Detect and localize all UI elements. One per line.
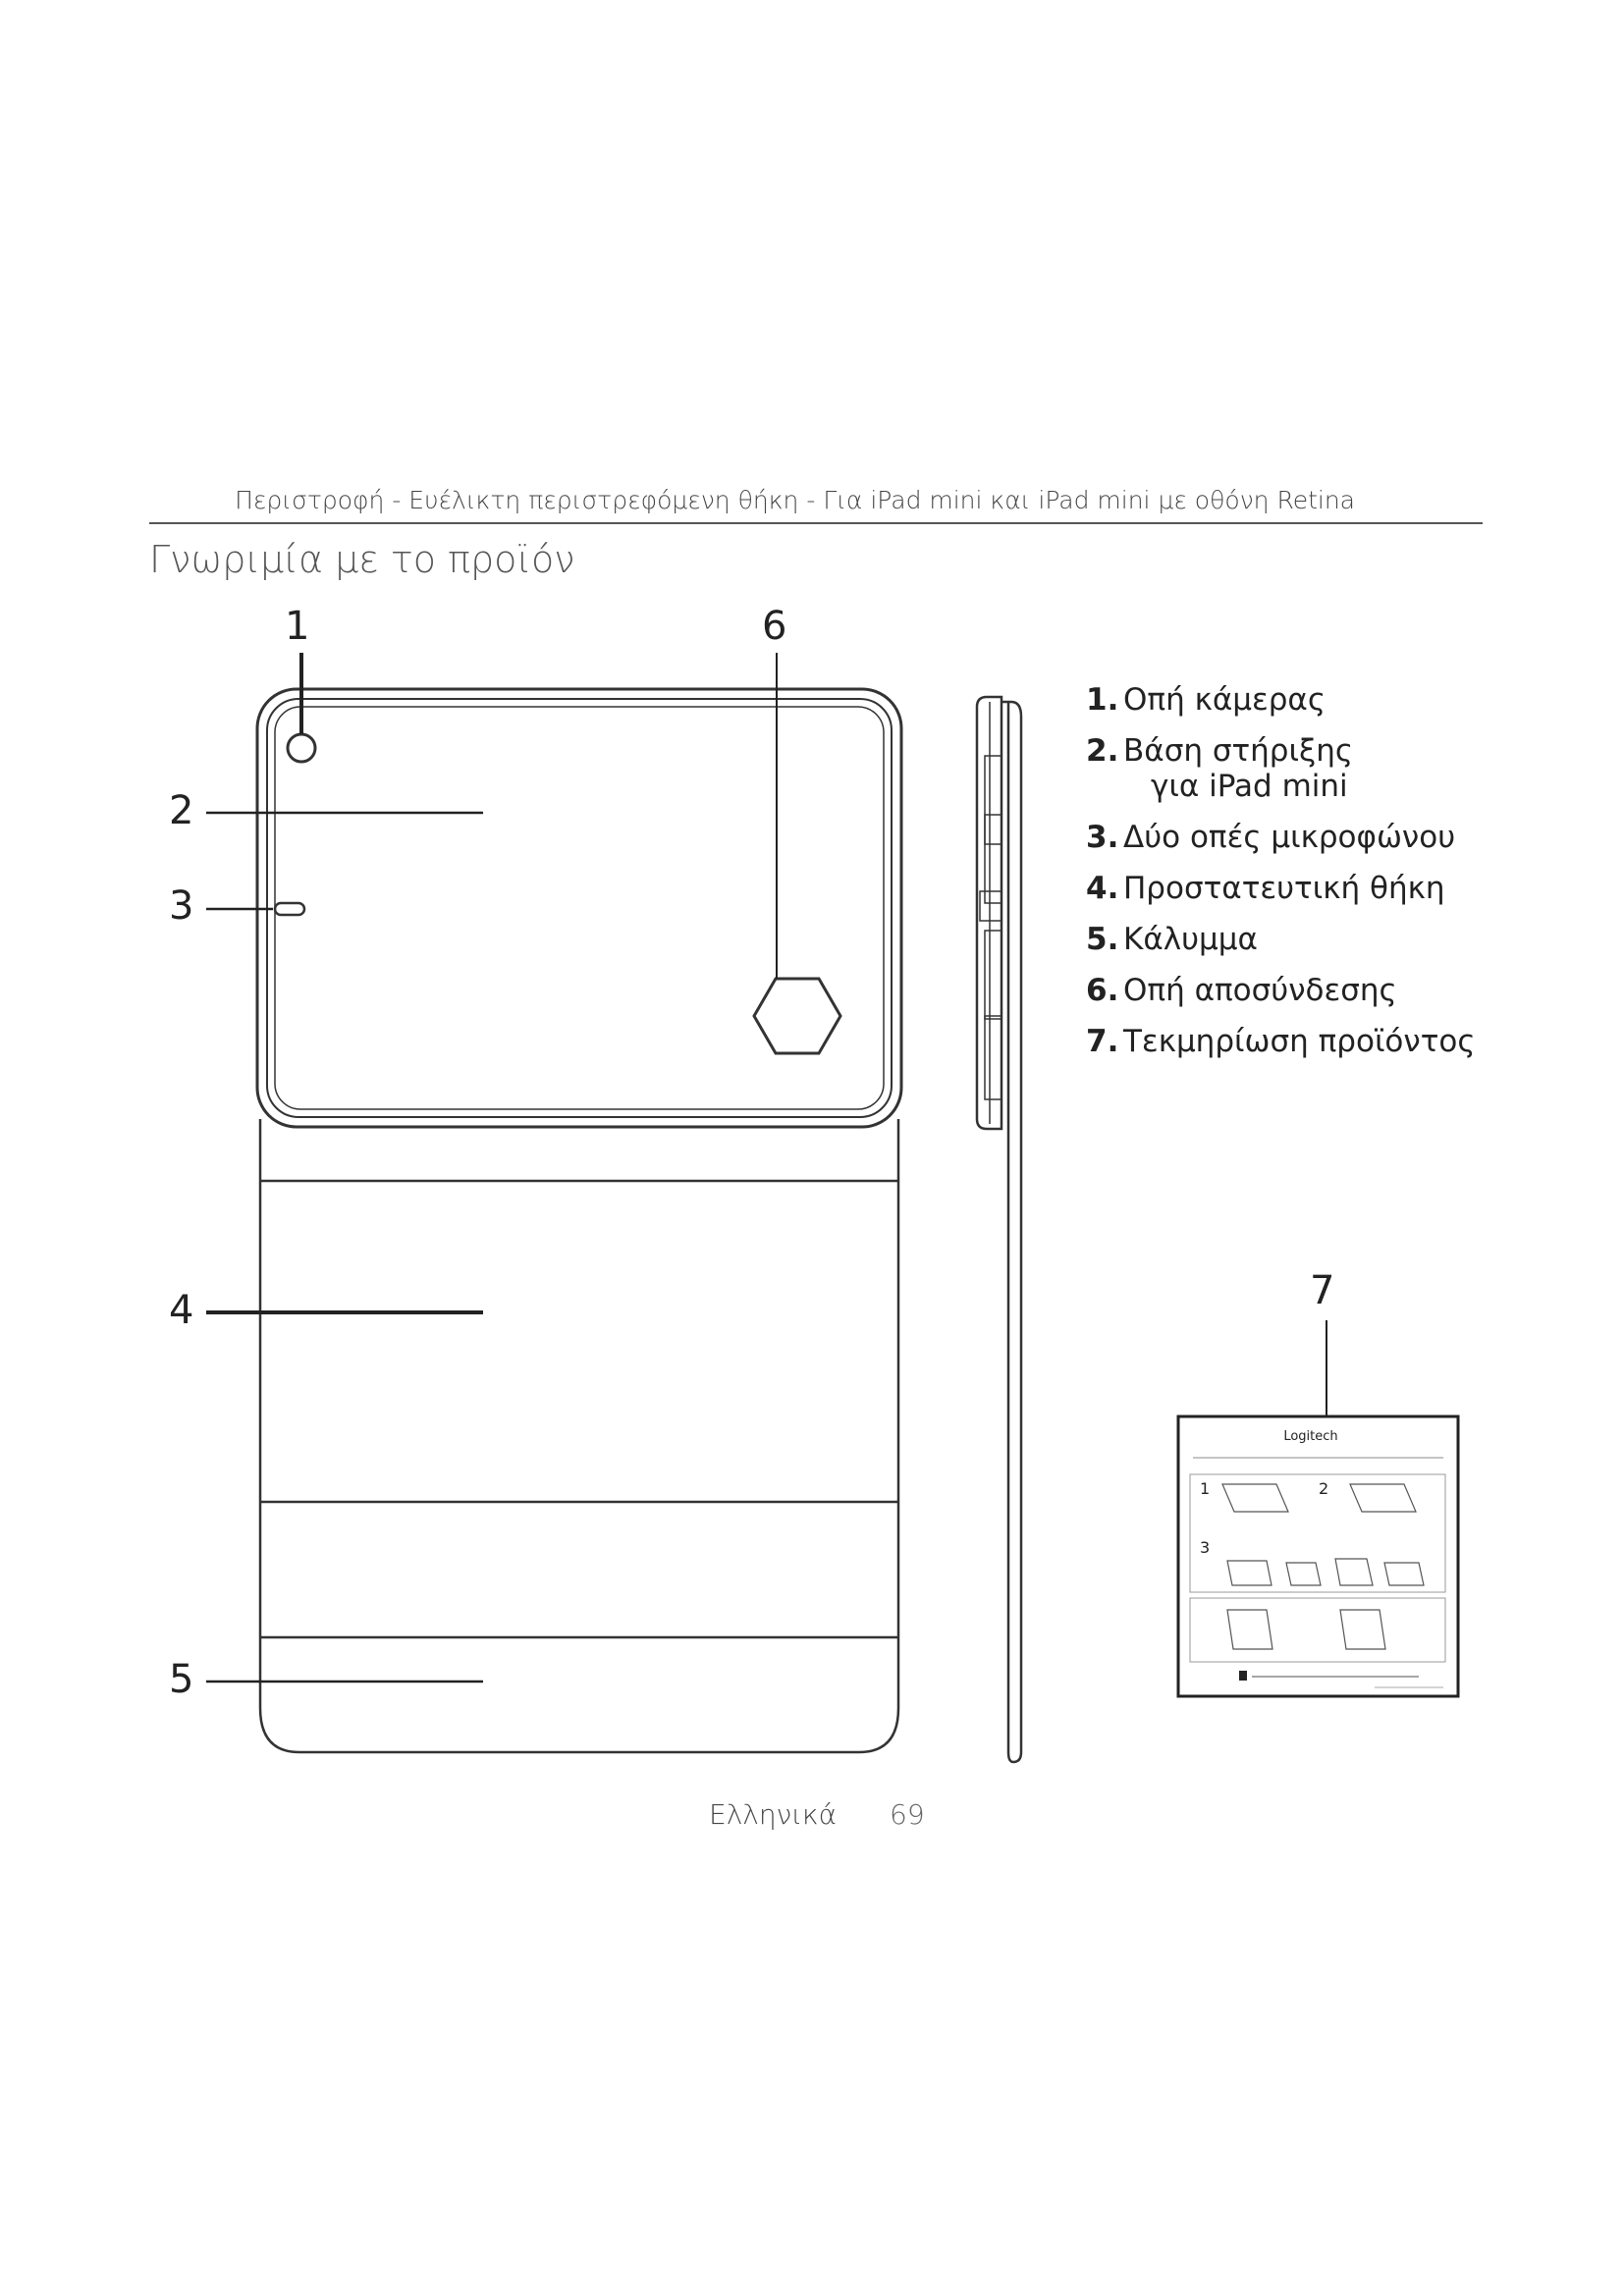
holder-frame-face	[275, 707, 884, 1109]
legend-text: Οπή αποσύνδεσης	[1123, 973, 1397, 1008]
side-profile-back	[1001, 702, 1021, 1762]
legend-item	[1086, 973, 1476, 1008]
legend-text: Οπή κάμερας	[1123, 682, 1326, 718]
legend-item	[1086, 733, 1476, 804]
booklet-step-3: 3	[1200, 1538, 1211, 1557]
legend-number: 2.	[1086, 733, 1119, 769]
page-number: 69	[890, 1798, 925, 1831]
legend-text: Δύο οπές μικροφώνου	[1123, 820, 1456, 855]
legend-item	[1086, 871, 1476, 906]
callout-5: 5	[169, 1657, 194, 1702]
section-title: Γνωριμία με το προϊόν	[149, 538, 575, 581]
legend-number: 4.	[1086, 871, 1119, 906]
legend-text: Βάση στήριξης	[1123, 733, 1354, 769]
callout-1: 1	[285, 604, 310, 649]
callout-4: 4	[169, 1288, 194, 1333]
legend-text: Κάλυμμα	[1123, 922, 1258, 957]
legend-text-line-2: για iPad mini	[1151, 769, 1348, 804]
booklet-step-2: 2	[1319, 1479, 1329, 1498]
release-hole	[754, 979, 840, 1053]
legend-number: 7.	[1086, 1024, 1119, 1059]
callout-7: 7	[1310, 1268, 1335, 1313]
legend-item	[1086, 922, 1476, 957]
legend-number: 5.	[1086, 922, 1119, 957]
case-body	[260, 1119, 898, 1752]
side-button-4	[985, 931, 1001, 1019]
side-button-1	[985, 756, 1001, 844]
legend-item	[1086, 820, 1476, 855]
booklet-step-1: 1	[1200, 1479, 1211, 1498]
legend-text: Προστατευτική θήκη	[1123, 871, 1445, 906]
callout-2: 2	[169, 788, 194, 833]
booklet-logo: Logitech	[1283, 1429, 1338, 1444]
side-button-2	[985, 815, 1001, 903]
callout-6: 6	[762, 604, 787, 649]
parts-legend	[1086, 682, 1476, 1075]
legend-number: 3.	[1086, 820, 1119, 855]
callout-3: 3	[169, 883, 194, 929]
legend-number: 6.	[1086, 973, 1119, 1008]
running-header: Περιστροφή - Ευέλικτη περιστρεφόμενη θήκη - Για iPad mini και iPad mini με οθόνη Retina	[235, 486, 1355, 514]
documentation-booklet	[1178, 1416, 1458, 1696]
side-button-5	[985, 1016, 1001, 1099]
legend-text: Τεκμηρίωση προϊόντος	[1123, 1024, 1476, 1059]
legend-item	[1086, 1024, 1476, 1059]
side-button-3	[980, 891, 1001, 921]
microphone-holes	[275, 903, 304, 915]
legend-number: 1.	[1086, 682, 1119, 718]
holder-frame-outer	[257, 689, 901, 1127]
legend-item	[1086, 682, 1476, 718]
camera-hole	[288, 734, 315, 762]
footer-language: Ελληνικά	[709, 1798, 838, 1831]
